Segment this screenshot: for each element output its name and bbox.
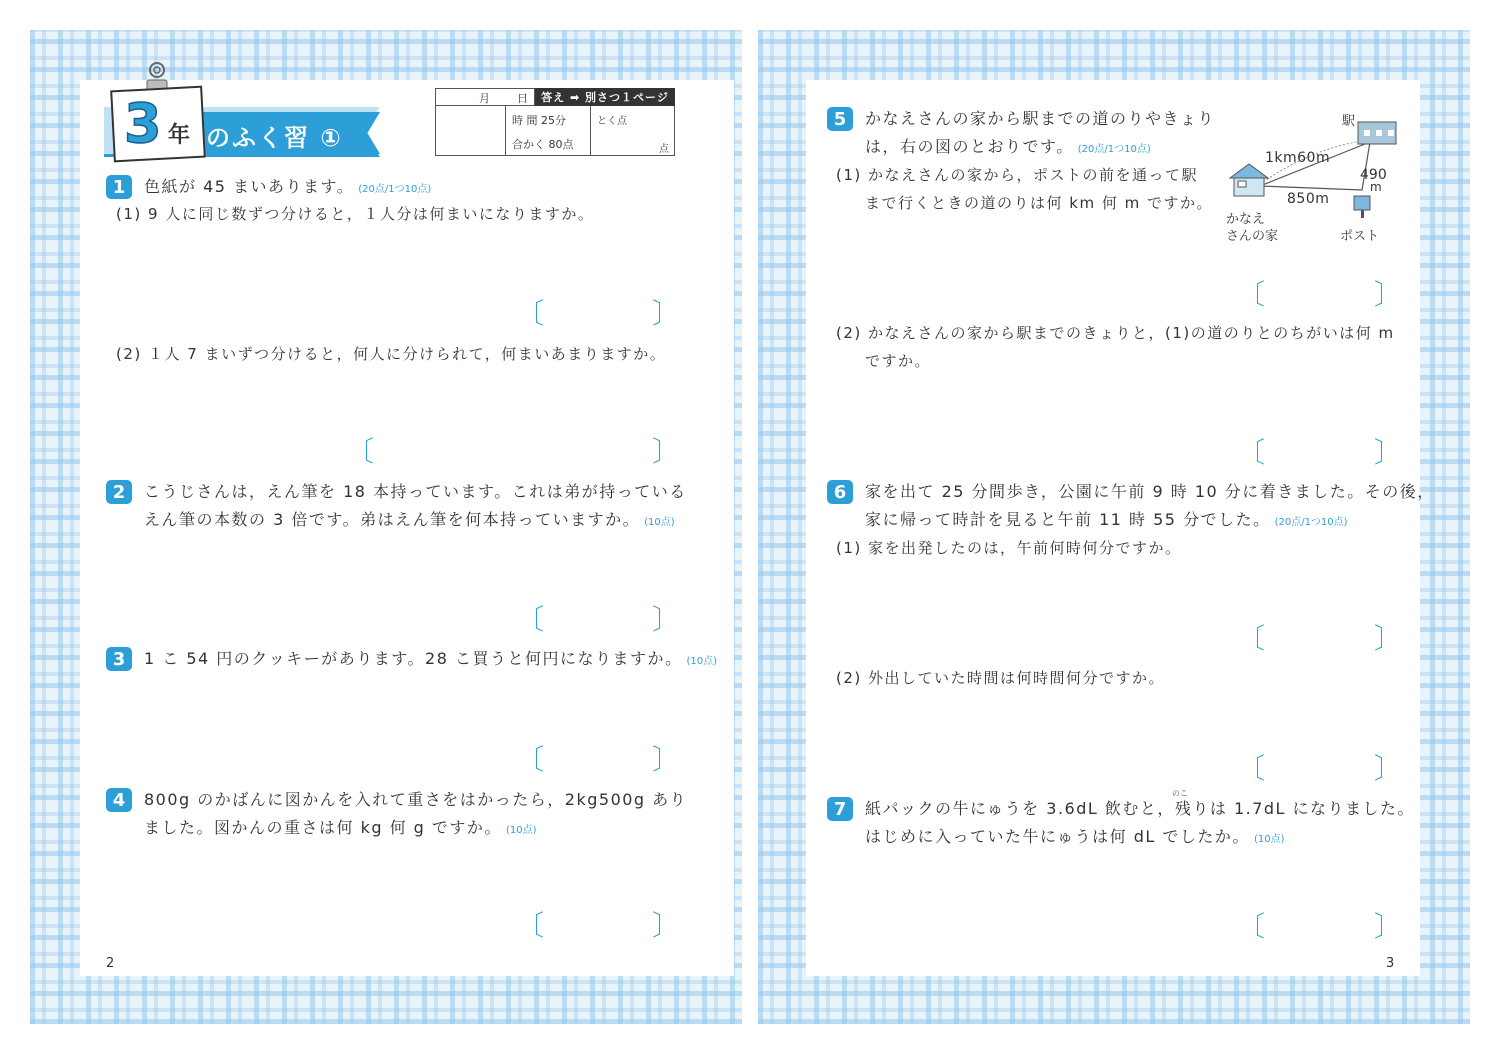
- points-label: (10点): [686, 656, 717, 667]
- answer-bracket-open[interactable]: 〔: [516, 297, 545, 330]
- answer-bracket-close[interactable]: 〕: [1374, 436, 1403, 469]
- points-label: (10点): [1253, 834, 1285, 845]
- score-field[interactable]: [591, 106, 675, 156]
- station-label: 駅: [1342, 114, 1356, 129]
- question-line: はじめに入っていた牛にゅうは何 dL でしたか。: [865, 827, 1250, 846]
- points-label: (10点): [644, 517, 675, 528]
- distance-post-station-label: 490: [1360, 167, 1387, 183]
- score-unit: 点: [659, 144, 669, 155]
- answer-bracket-close[interactable]: 〕: [652, 435, 681, 468]
- question-line: 色紙が 45 まいあります。: [144, 177, 355, 196]
- grade-number: 3: [124, 92, 162, 155]
- question-line: は，右の図のとおりです。: [865, 137, 1074, 156]
- route-home-post: [1260, 186, 1362, 190]
- page-title: のふく習 ①: [206, 124, 343, 152]
- points-label: (20点/1つ10点): [1274, 517, 1348, 528]
- question-number: 2: [106, 480, 132, 504]
- question-number: 4: [106, 788, 132, 812]
- answer-bracket-close[interactable]: 〕: [652, 297, 681, 330]
- question-line: 家に帰って時計を見ると午前 11 時 55 分でした。: [865, 510, 1271, 529]
- answer-bracket-open[interactable]: 〔: [516, 909, 545, 942]
- time-label: 時 間 25分: [512, 114, 566, 127]
- sub-question: (1) 家を出発したのは，午前何時何分ですか。: [836, 539, 1182, 557]
- answer-bracket-close[interactable]: 〕: [652, 909, 681, 942]
- points-label: (10点): [505, 825, 537, 836]
- date-month-label: 月: [479, 92, 490, 105]
- post-label: ポスト: [1340, 229, 1380, 244]
- sub-question-cont: まで行くときの道のりは何 km 何 m ですか。: [865, 194, 1213, 212]
- date-day-label: 日: [517, 92, 528, 105]
- question-number: 7: [827, 797, 853, 821]
- answer-bracket-close[interactable]: 〕: [1374, 752, 1403, 785]
- page-number: 3: [1386, 956, 1395, 971]
- answer-bracket-open[interactable]: 〔: [516, 743, 545, 776]
- sub-question: (2) １人 7 まいずつ分けると，何人に分けられて，何まいあまりますか。: [116, 345, 667, 363]
- sub-question: (1) 9 人に同じ数ずつ分けると，１人分は何まいになりますか。: [116, 205, 595, 223]
- question-number: 5: [827, 107, 853, 131]
- question-number: 3: [106, 647, 132, 671]
- question-line: 紙パックの牛にゅうを 3.6dL 飲むと，残りは 1.7dL になりました。: [865, 799, 1416, 818]
- station-icon: [1358, 122, 1396, 144]
- points-label: (20点/1つ10点): [358, 184, 432, 195]
- points-label: (20点/1つ10点): [1077, 144, 1151, 155]
- sub-question: (2) 外出していた時間は何時間何分ですか。: [836, 669, 1166, 687]
- answer-bracket-open[interactable]: 〔: [346, 435, 375, 468]
- question-number: 6: [827, 480, 853, 504]
- distance-direct-label: 1km60m: [1265, 150, 1331, 166]
- post-icon: [1354, 196, 1370, 218]
- answer-bracket-open[interactable]: 〔: [1237, 752, 1266, 785]
- answer-bracket-open[interactable]: 〔: [516, 603, 545, 636]
- answer-bracket-open[interactable]: 〔: [1237, 910, 1266, 943]
- sub-question-cont: ですか。: [865, 352, 932, 370]
- answer-reference: 答え ➡ 別さつ１ページ: [535, 88, 675, 106]
- question-text: [144, 786, 687, 845]
- question-text: [144, 478, 687, 537]
- date-field[interactable]: [435, 88, 535, 106]
- grade-suffix: 年: [168, 123, 191, 148]
- home-label-2: さんの家: [1226, 229, 1279, 244]
- answer-bracket-open[interactable]: 〔: [1237, 436, 1266, 469]
- question-text: [865, 795, 1415, 854]
- answer-bracket-open[interactable]: 〔: [1237, 278, 1266, 311]
- sub-question: (2) かなえさんの家から駅までのきょりと，(1)の道のりとのちがいは何 m: [836, 324, 1395, 342]
- question-line: ました。図かんの重さは何 kg 何 g ですか。: [144, 818, 502, 837]
- question-line: えん筆の本数の 3 倍です。弟はえん筆を何本持っていますか。: [144, 510, 641, 529]
- question-number: 1: [106, 175, 132, 199]
- pass-label: 合かく 80点: [512, 138, 574, 151]
- answer-bracket-open[interactable]: 〔: [1237, 622, 1266, 655]
- house-icon: [1230, 164, 1268, 196]
- question-line: 家を出て 25 分間歩き，公園に午前 9 時 10 分に着きました。その後，: [865, 482, 1435, 501]
- sub-question: (1) かなえさんの家から，ポストの前を通って駅: [836, 166, 1199, 184]
- question-text: [865, 105, 1215, 164]
- answer-bracket-close[interactable]: 〕: [1374, 622, 1403, 655]
- distance-home-post-label: 850m: [1287, 191, 1330, 207]
- question-line: かなえさんの家から駅までの道のりやきょり: [865, 109, 1216, 128]
- question-line: 1 こ 54 円のクッキーがあります。28 こ買うと何円になりますか。: [144, 649, 683, 668]
- score-label: とく点: [597, 116, 627, 127]
- question-line: こうじさんは，えん筆を 18 本持っています。これは弟が持っている: [144, 482, 687, 501]
- question-text: [144, 645, 717, 676]
- home-label: かなえ: [1226, 212, 1266, 227]
- page-number: 2: [106, 956, 115, 971]
- answer-bracket-close[interactable]: 〕: [652, 743, 681, 776]
- question-text: [865, 478, 1435, 537]
- ruby-text: のこ: [1172, 789, 1188, 798]
- answer-bracket-close[interactable]: 〕: [1374, 278, 1403, 311]
- answer-bracket-close[interactable]: 〕: [1374, 910, 1403, 943]
- answer-bracket-close[interactable]: 〕: [652, 603, 681, 636]
- time-pass-cell: [505, 106, 591, 156]
- question-line: 800g のかばんに図かんを入れて重さをはかったら，2kg500g あり: [144, 790, 688, 809]
- distance-post-station-unit: m: [1370, 180, 1382, 194]
